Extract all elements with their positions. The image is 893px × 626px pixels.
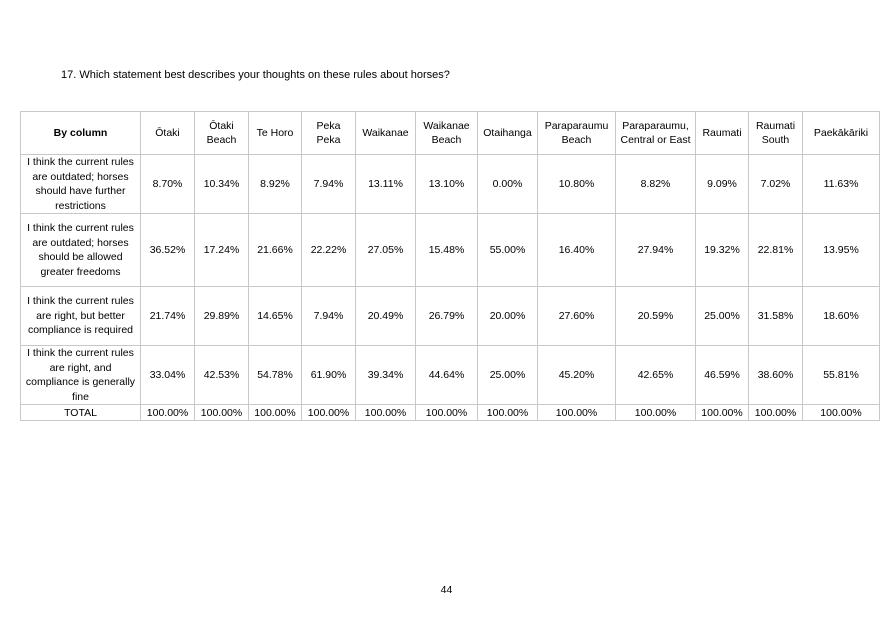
table-cell: 14.65% bbox=[249, 287, 302, 346]
row-label: I think the current rules are right, but better compliance is required bbox=[21, 287, 141, 346]
column-header: Otaihanga bbox=[478, 112, 538, 155]
corner-header: By column bbox=[21, 112, 141, 155]
table-row bbox=[21, 214, 880, 287]
column-header: Paraparaumu, Central or East bbox=[616, 112, 696, 155]
table-cell: 13.10% bbox=[416, 155, 478, 214]
table-cell: 100.00% bbox=[141, 405, 195, 421]
table-cell: 27.05% bbox=[356, 214, 416, 287]
table-cell: 0.00% bbox=[478, 155, 538, 214]
table-cell: 33.04% bbox=[141, 346, 195, 405]
column-header: Ōtaki bbox=[141, 112, 195, 155]
table-cell: 100.00% bbox=[195, 405, 249, 421]
table-row bbox=[21, 287, 880, 346]
table-cell: 22.81% bbox=[749, 214, 803, 287]
table-cell: 17.24% bbox=[195, 214, 249, 287]
table-cell: 61.90% bbox=[302, 346, 356, 405]
table-cell: 15.48% bbox=[416, 214, 478, 287]
table-cell: 8.92% bbox=[249, 155, 302, 214]
table-cell: 42.65% bbox=[616, 346, 696, 405]
table-row bbox=[21, 346, 880, 405]
row-label: TOTAL bbox=[21, 405, 141, 421]
table-cell: 8.82% bbox=[616, 155, 696, 214]
column-header: Te Horo bbox=[249, 112, 302, 155]
table-cell: 42.53% bbox=[195, 346, 249, 405]
row-label: I think the current rules are outdated; horses should have further restrictions bbox=[21, 155, 141, 214]
table-cell: 100.00% bbox=[616, 405, 696, 421]
column-header: Raumati South bbox=[749, 112, 803, 155]
table-cell: 31.58% bbox=[749, 287, 803, 346]
table-cell: 36.52% bbox=[141, 214, 195, 287]
table-cell: 100.00% bbox=[416, 405, 478, 421]
table-cell: 20.59% bbox=[616, 287, 696, 346]
page-number: 44 bbox=[440, 584, 453, 596]
header-row bbox=[21, 112, 880, 155]
table-cell: 20.49% bbox=[356, 287, 416, 346]
column-header: Paraparaumu Beach bbox=[538, 112, 616, 155]
table-cell: 7.94% bbox=[302, 287, 356, 346]
table-cell: 7.94% bbox=[302, 155, 356, 214]
table-cell: 55.81% bbox=[803, 346, 880, 405]
table-cell: 100.00% bbox=[302, 405, 356, 421]
table-cell: 100.00% bbox=[249, 405, 302, 421]
table-cell: 100.00% bbox=[696, 405, 749, 421]
table-cell: 22.22% bbox=[302, 214, 356, 287]
table-cell: 21.66% bbox=[249, 214, 302, 287]
table-cell: 10.80% bbox=[538, 155, 616, 214]
table-cell: 8.70% bbox=[141, 155, 195, 214]
table-cell: 54.78% bbox=[249, 346, 302, 405]
column-header: Waikanae Beach bbox=[416, 112, 478, 155]
table-cell: 18.60% bbox=[803, 287, 880, 346]
table-cell: 13.11% bbox=[356, 155, 416, 214]
table-cell: 100.00% bbox=[749, 405, 803, 421]
table-cell: 39.34% bbox=[356, 346, 416, 405]
table-cell: 44.64% bbox=[416, 346, 478, 405]
table-cell: 27.94% bbox=[616, 214, 696, 287]
table-cell: 38.60% bbox=[749, 346, 803, 405]
column-header: Ōtaki Beach bbox=[195, 112, 249, 155]
table-cell: 100.00% bbox=[803, 405, 880, 421]
table-cell: 26.79% bbox=[416, 287, 478, 346]
table-cell: 16.40% bbox=[538, 214, 616, 287]
table-cell: 100.00% bbox=[478, 405, 538, 421]
table-cell: 55.00% bbox=[478, 214, 538, 287]
column-header: Waikanae bbox=[356, 112, 416, 155]
table-cell: 100.00% bbox=[538, 405, 616, 421]
table-cell: 9.09% bbox=[696, 155, 749, 214]
table-cell: 27.60% bbox=[538, 287, 616, 346]
results-table bbox=[20, 111, 880, 421]
column-header: Raumati bbox=[696, 112, 749, 155]
table-cell: 25.00% bbox=[478, 346, 538, 405]
table-cell: 45.20% bbox=[538, 346, 616, 405]
table-cell: 7.02% bbox=[749, 155, 803, 214]
table-cell: 20.00% bbox=[478, 287, 538, 346]
column-header: Peka Peka bbox=[302, 112, 356, 155]
row-label: I think the current rules are right, and compliance is generally fine bbox=[21, 346, 141, 405]
question-title: 17. Which statement best describes your thoughts on these rules about horses? bbox=[61, 69, 450, 81]
table-row bbox=[21, 155, 880, 214]
row-label: I think the current rules are outdated; horses should be allowed greater freedoms bbox=[21, 214, 141, 287]
table-cell: 100.00% bbox=[356, 405, 416, 421]
table-cell: 25.00% bbox=[696, 287, 749, 346]
total-row bbox=[21, 405, 880, 421]
table-cell: 19.32% bbox=[696, 214, 749, 287]
table-cell: 11.63% bbox=[803, 155, 880, 214]
table-cell: 46.59% bbox=[696, 346, 749, 405]
table-cell: 10.34% bbox=[195, 155, 249, 214]
table-cell: 29.89% bbox=[195, 287, 249, 346]
table-cell: 21.74% bbox=[141, 287, 195, 346]
table-cell: 13.95% bbox=[803, 214, 880, 287]
column-header: Paekākāriki bbox=[803, 112, 880, 155]
